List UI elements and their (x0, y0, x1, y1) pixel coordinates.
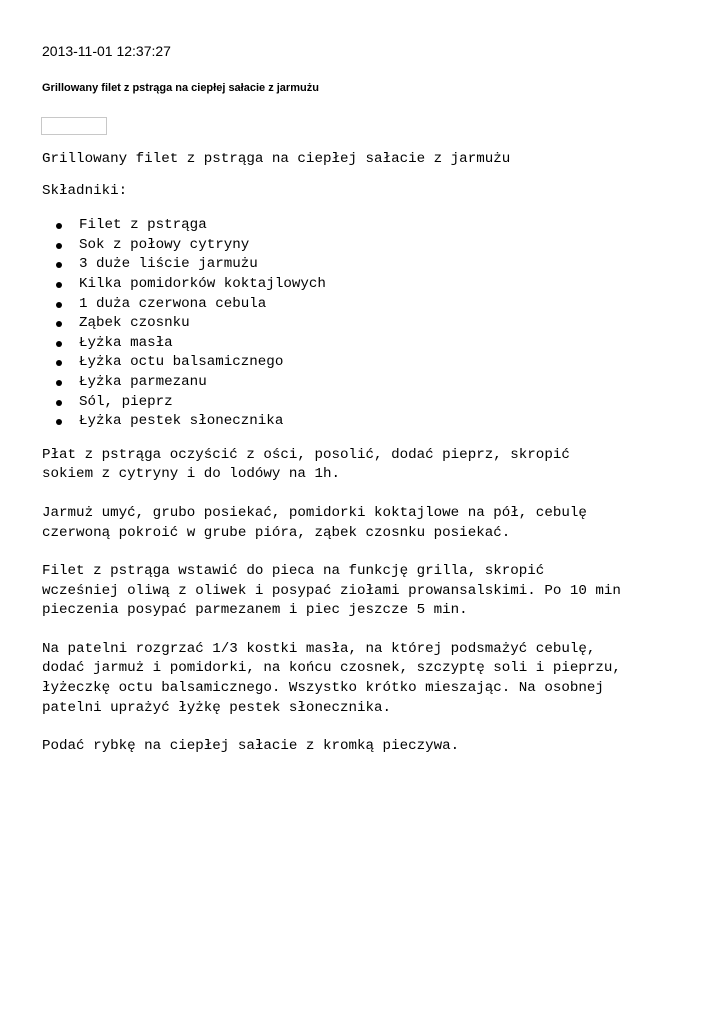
instruction-line: Filet z pstrąga wstawić do pieca na funkcję grilla, skropić (42, 563, 545, 580)
ingredient-text: Łyżka octu balsamicznego (79, 354, 284, 371)
ingredient-text: Łyżka pestek słonecznika (79, 413, 284, 430)
list-item (56, 393, 692, 413)
recipe-content (42, 150, 692, 776)
bullet-icon (56, 400, 62, 406)
ingredient-text: Kilka pomidorków koktajlowych (79, 275, 326, 292)
instruction-paragraph (42, 562, 692, 621)
instruction-line: Na patelni rozgrzać 1/3 kostki masła, na której podsmażyć cebulę, (42, 640, 596, 657)
bullet-icon (56, 282, 62, 288)
ingredient-text: Łyżka parmezanu (79, 373, 207, 390)
ingredients-list (42, 216, 692, 432)
bullet-icon (56, 360, 62, 366)
bullet-icon (56, 223, 62, 229)
instruction-line: Jarmuż umyć, grubo posiekać, pomidorki koktajlowe na pół, cebulę (42, 504, 587, 521)
bullet-icon (56, 262, 62, 268)
list-item (56, 236, 692, 256)
list-item (56, 373, 692, 393)
bullet-icon (56, 341, 62, 347)
timestamp: 2013-11-01 12:37:27 (42, 43, 171, 59)
bullet-icon (56, 419, 62, 425)
ingredient-text: 1 duża czerwona cebula (79, 295, 267, 312)
instruction-line: czerwoną pokroić w grube pióra, ząbek czosnku posiekać. (42, 524, 511, 541)
ingredient-text: Łyżka masła (79, 334, 173, 351)
instruction-line: sokiem z cytryny i do lodówy na 1h. (42, 466, 340, 483)
image-placeholder (41, 117, 107, 135)
bullet-icon (56, 302, 62, 308)
ingredients-label: Składniki: (42, 182, 128, 199)
list-item (56, 295, 692, 315)
instruction-paragraph (42, 737, 692, 757)
ingredient-text: 3 duże liście jarmużu (79, 256, 258, 273)
list-item (56, 412, 692, 432)
instruction-line: pieczenia posypać parmezanem i piec jeszcze 5 min. (42, 602, 468, 619)
bullet-icon (56, 321, 62, 327)
recipe-heading: Grillowany filet z pstrąga na ciepłej sałacie z jarmużu (42, 151, 511, 167)
list-item (56, 353, 692, 373)
ingredient-text: Ząbek czosnku (79, 315, 190, 332)
instruction-line: Płat z pstrąga oczyścić z ości, posolić, dodać pieprz, skropić (42, 446, 570, 463)
instruction-line: dodać jarmuż i pomidorki, na końcu czosnek, szczyptę soli i pieprzu, (42, 660, 621, 677)
list-item (56, 216, 692, 236)
list-item (56, 275, 692, 295)
instruction-line: wcześniej oliwą z oliwek i posypać ziołami prowansalskimi. Po 10 min (42, 582, 621, 599)
instruction-line: Podać rybkę na ciepłej sałacie z kromką pieczywa. (42, 738, 460, 755)
page-title: Grillowany filet z pstrąga na ciepłej sałacie z jarmużu (42, 82, 319, 94)
ingredient-text: Sól, pieprz (79, 393, 173, 410)
instructions (42, 446, 692, 757)
list-item (56, 334, 692, 354)
instruction-paragraph (42, 446, 692, 485)
list-item (56, 255, 692, 275)
bullet-icon (56, 380, 62, 386)
list-item (56, 314, 692, 334)
instruction-line: łyżeczkę octu balsamicznego. Wszystko krótko mieszając. Na osobnej (42, 680, 604, 697)
instruction-line: patelni uprażyć łyżkę pestek słonecznika. (42, 699, 392, 716)
ingredient-text: Sok z połowy cytryny (79, 236, 250, 253)
instruction-paragraph (42, 640, 692, 718)
bullet-icon (56, 243, 62, 249)
instruction-paragraph (42, 504, 692, 543)
ingredient-text: Filet z pstrąga (79, 217, 207, 234)
